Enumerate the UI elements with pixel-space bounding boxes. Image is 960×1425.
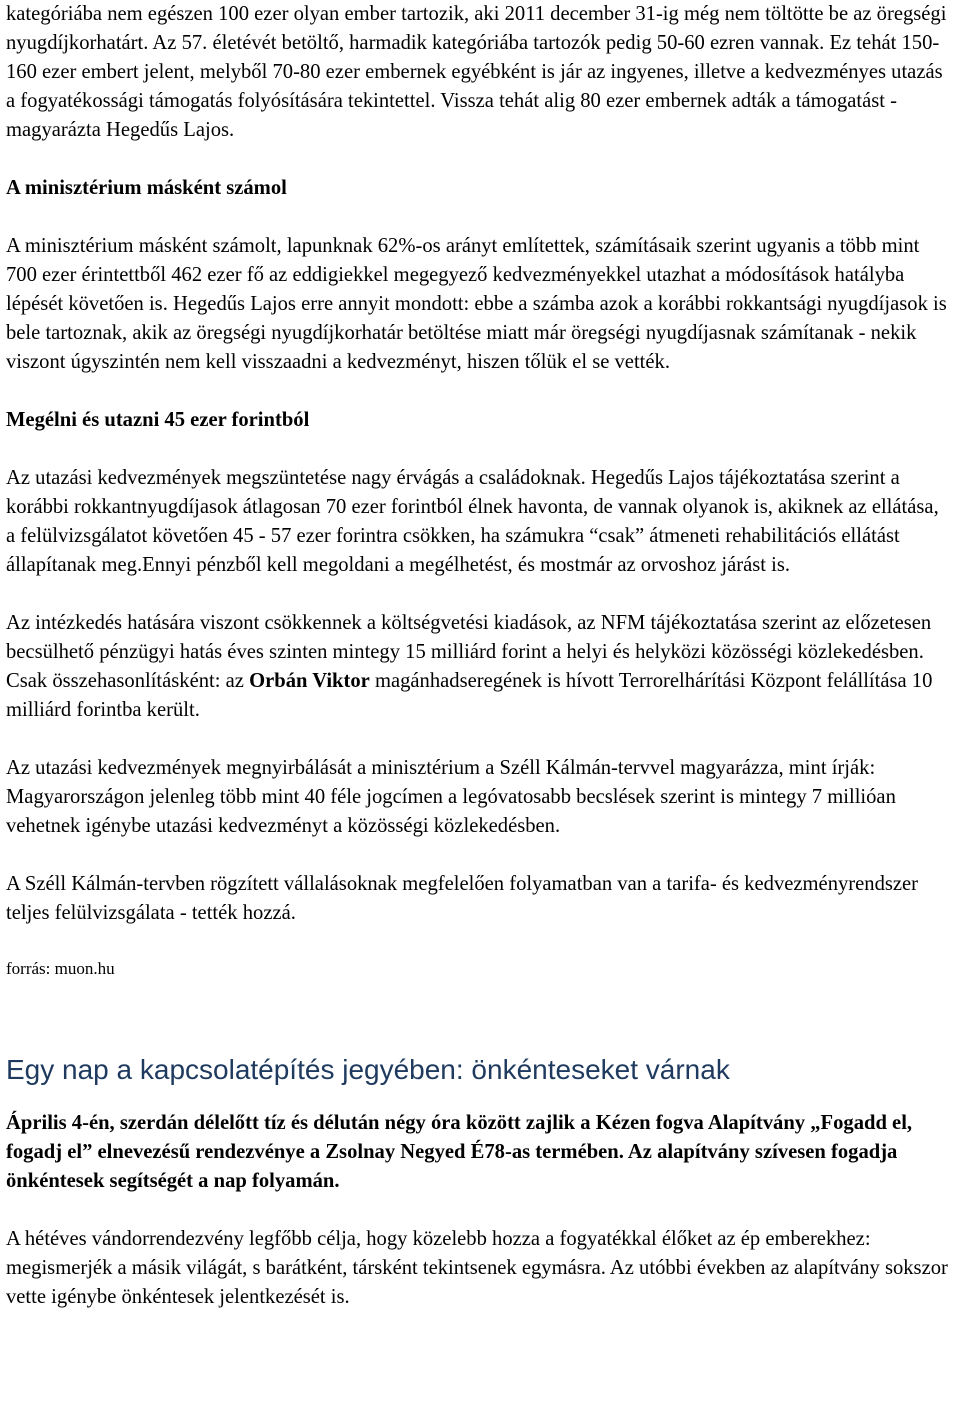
event-paragraph: A hétéves vándorrendezvény legfőbb célja, hogy közelebb hozza a fogyatékkal élőket az ép emberekhez: megismerjék a másik világát, s barátként, társként tekintsenek egymásra. Az utóbbi években az alapítvány sokszor vette igénybe önkéntesek jelentkezését is.	[6, 1228, 948, 1308]
review-paragraph: A Széll Kálmán-tervben rögzített vállalásoknak megfelelően folyamatban van a tarifa- és kedvezményrendszer teljes felülvizsgálata - tették hozzá.	[6, 873, 919, 924]
subheading-living: Megélni és utazni 45 ezer forintból	[6, 409, 310, 431]
subheading-ministry: A minisztérium másként számol	[6, 177, 287, 199]
budget-text-end: magánhadseregének is hívott Terrorelhárítási Központ felállítása 10 milliárd forintba került.	[6, 670, 933, 721]
plan-paragraph: Az utazási kedvezmények megnyirbálását a minisztérium a Széll Kálmán-tervvel magyarázza, mint írják: Magyarországon jelenleg több mint 40 féle jogcímen a legóvatosabb becslések szerint is mintegy 7 millióan vehetnek igénybe utazási kedvezményt a közösségi közlekedésben.	[6, 757, 896, 837]
intro-paragraph: kategóriába nem egészen 100 ezer olyan ember tartozik, aki 2011 december 31-ig még nem töltötte be az öregségi nyugdíjkorhatárt. Az 57. életévét betöltő, harmadik kategóriába tartozók pedig 50-60 ezren vannak. Ez tehát 150-160 ezer embert jelent, melyből 70-80 ezer embernek egyébként is jár az ingyenes, illetve a kedvezményes utazás a fogyatékossági támogatás folyósítására tekintettel. Vissza tehát alig 80 ezer embernek adták a támogatást - magyarázta Hegedűs Lajos.	[6, 3, 947, 141]
lead-paragraph: Április 4-én, szerdán délelőtt tíz és délután négy óra között zajlik a Kézen fogva Alapítvány „Fogadd el, fogadj el” elnevezésű rendezvénye a Zsolnay Negyed É78-as termében. Az alapítvány szívesen fogadja önkéntesek segítségét a nap folyamán.	[6, 1112, 913, 1192]
budget-paragraph	[6, 609, 952, 725]
source-line: forrás: muon.hu	[6, 959, 115, 978]
living-paragraph: Az utazási kedvezmények megszüntetése nagy érvágás a családoknak. Hegedűs Lajos tájékoztatása szerint a korábbi rokkantnyugdíjasok átlagosan 70 ezer forintból élnek havonta, de vannak olyanok is, akiknek az ellátása, a felülvizsgálatot követően 45 - 57 ezer forintra csökken, ha számukra “csak” átmeneti rehabilitációs ellátást állapítanak meg.Ennyi pénzből kell megoldani a megélhetést, és mostmár az orvoshoz járást is.	[6, 467, 939, 576]
budget-text-start: Az intézkedés hatására viszont csökkennek a költségvetési kiadások, az NFM tájékoztatása szerint az előzetesen becsülhető pénzügyi hatás éves szinten mintegy 15 milliárd forint a helyi és helyközi közösségi közlekedésben. Csak összehasonlításként: az	[6, 612, 932, 692]
article-title: Egy nap a kapcsolatépítés jegyében: önkénteseket várnak	[6, 1054, 730, 1085]
highlighted-name: Orbán Viktor	[249, 670, 370, 692]
ministry-paragraph: A minisztérium másként számolt, lapunknak 62%-os arányt említettek, számításaik szerint ugyanis a több mint 700 ezer érintettből 462 ezer fő az eddigiekkel megegyező kedvezményekkel utazhat a módosítások hatályba lépését követően is. Hegedűs Lajos erre annyit mondott: ebbe a számba azok a korábbi rokkantsági nyugdíjasok is bele tartoznak, akik az öregségi nyugdíjkorhatár betöltése miatt már öregségi nyugdíjasnak számítanak - nekik viszont úgyszintén nem kell visszaadni a kedvezményt, hiszen tőlük el se vették.	[6, 235, 947, 373]
